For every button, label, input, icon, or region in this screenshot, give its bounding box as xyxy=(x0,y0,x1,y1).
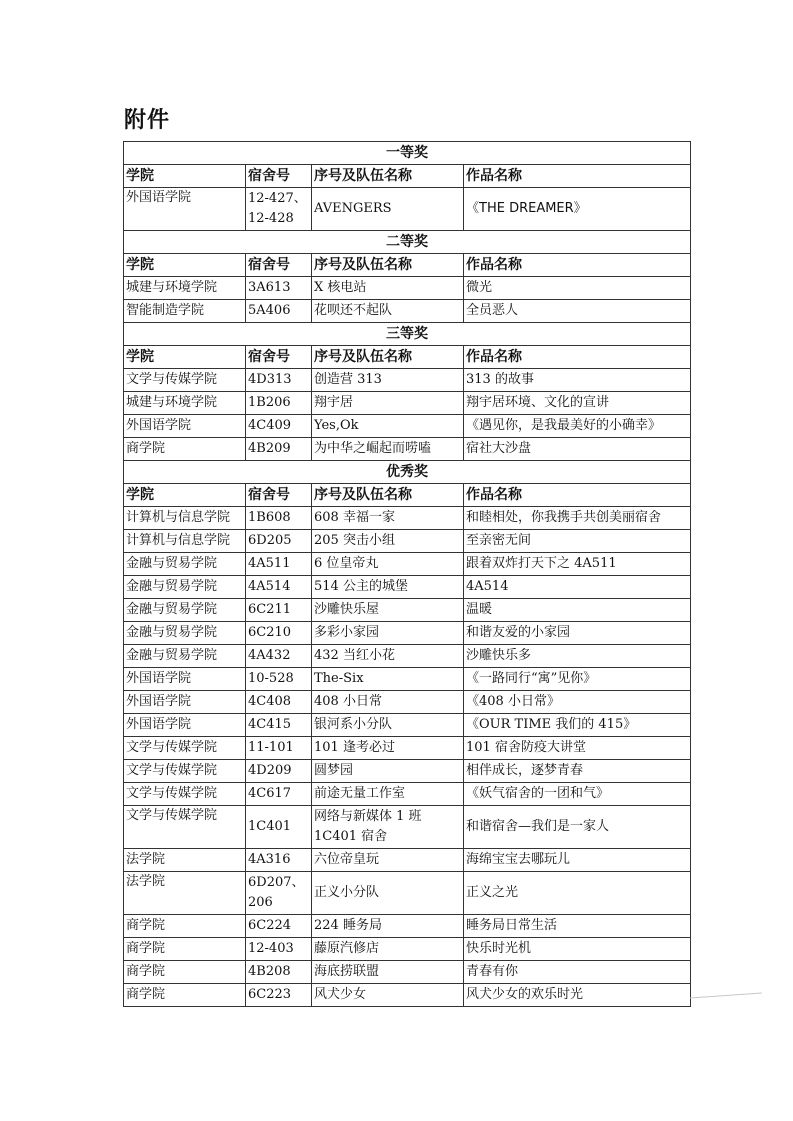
work-cell: 宿社大沙盘 xyxy=(464,438,691,461)
column-header: 学院 xyxy=(124,484,246,507)
dorm-cell: 3A613 xyxy=(246,277,312,300)
dorm-cell: 4C408 xyxy=(246,691,312,714)
pen-mark xyxy=(690,992,762,1000)
college-cell: 外国语学院 xyxy=(124,415,246,438)
college-cell: 金融与贸易学院 xyxy=(124,599,246,622)
award-level-title: 一等奖 xyxy=(124,142,691,165)
dorm-cell: 6C210 xyxy=(246,622,312,645)
table-row xyxy=(124,599,691,622)
column-header-row xyxy=(124,254,691,277)
work-cell: 《妖气宿舍的一团和气》 xyxy=(464,783,691,806)
dorm-cell: 1B206 xyxy=(246,392,312,415)
award-table xyxy=(123,141,691,1007)
award-level-title: 二等奖 xyxy=(124,231,691,254)
table-row xyxy=(124,392,691,415)
dorm-cell: 12-403 xyxy=(246,938,312,961)
work-cell: 翔宇居环境、文化的宣讲 xyxy=(464,392,691,415)
work-cell: 和睦相处，你我携手共创美丽宿舍 xyxy=(464,507,691,530)
dorm-cell: 6C223 xyxy=(246,984,312,1007)
dorm-cell: 4A316 xyxy=(246,849,312,872)
work-cell: 睡务局日常生活 xyxy=(464,915,691,938)
award-level-row xyxy=(124,461,691,484)
work-cell: 海绵宝宝去哪玩儿 xyxy=(464,849,691,872)
column-header: 宿舍号 xyxy=(246,484,312,507)
college-cell: 文学与传媒学院 xyxy=(124,783,246,806)
page-title: 附件 xyxy=(124,108,171,133)
team-cell: 圆梦园 xyxy=(312,760,464,783)
award-level-row xyxy=(124,231,691,254)
dorm-cell: 4C409 xyxy=(246,415,312,438)
table-row xyxy=(124,849,691,872)
team-cell: 网络与新媒体 1 班 1C401 宿舍 xyxy=(312,806,464,849)
dorm-cell: 4B209 xyxy=(246,438,312,461)
college-cell: 外国语学院 xyxy=(124,691,246,714)
college-cell: 外国语学院 xyxy=(124,714,246,737)
team-cell: 沙雕快乐屋 xyxy=(312,599,464,622)
table-row xyxy=(124,938,691,961)
work-cell: 《遇见你，是我最美好的小确幸》 xyxy=(464,415,691,438)
college-cell: 城建与环境学院 xyxy=(124,277,246,300)
team-cell: Yes,Ok xyxy=(312,415,464,438)
college-cell: 商学院 xyxy=(124,984,246,1007)
team-cell: 翔宇居 xyxy=(312,392,464,415)
team-cell: 花呗还不起队 xyxy=(312,300,464,323)
award-level-title: 三等奖 xyxy=(124,323,691,346)
table-row xyxy=(124,576,691,599)
table-row xyxy=(124,622,691,645)
team-cell: 海底捞联盟 xyxy=(312,961,464,984)
work-cell: 微光 xyxy=(464,277,691,300)
dorm-cell: 6D207、 206 xyxy=(246,872,312,915)
table-row xyxy=(124,507,691,530)
work-cell: 《一路同行“寓”见你》 xyxy=(464,668,691,691)
work-cell: 全员恶人 xyxy=(464,300,691,323)
work-cell: 313 的故事 xyxy=(464,369,691,392)
dorm-cell: 6C224 xyxy=(246,915,312,938)
dorm-cell: 4A432 xyxy=(246,645,312,668)
table-row xyxy=(124,783,691,806)
work-cell: 《OUR TIME 我们的 415》 xyxy=(464,714,691,737)
work-cell: 正义之光 xyxy=(464,872,691,915)
work-cell: 和谐宿舍—我们是一家人 xyxy=(464,806,691,849)
table-row xyxy=(124,300,691,323)
work-cell: 快乐时光机 xyxy=(464,938,691,961)
table-row xyxy=(124,760,691,783)
table-row xyxy=(124,188,691,231)
column-header: 宿舍号 xyxy=(246,165,312,188)
work-cell: 青春有你 xyxy=(464,961,691,984)
column-header: 序号及队伍名称 xyxy=(312,346,464,369)
dorm-cell: 1C401 xyxy=(246,806,312,849)
dorm-cell: 4C617 xyxy=(246,783,312,806)
work-cell: 101 宿舍防疫大讲堂 xyxy=(464,737,691,760)
column-header: 宿舍号 xyxy=(246,346,312,369)
work-cell: 跟着双炸打天下之 4A511 xyxy=(464,553,691,576)
team-cell: 藤原汽修店 xyxy=(312,938,464,961)
college-cell: 金融与贸易学院 xyxy=(124,645,246,668)
team-cell: 银河系小分队 xyxy=(312,714,464,737)
table-row xyxy=(124,369,691,392)
award-level-row xyxy=(124,142,691,165)
college-cell: 商学院 xyxy=(124,438,246,461)
work-cell: 《THE DREAMER》 xyxy=(464,188,691,231)
table-row xyxy=(124,737,691,760)
table-row xyxy=(124,645,691,668)
college-cell: 外国语学院 xyxy=(124,668,246,691)
college-cell: 城建与环境学院 xyxy=(124,392,246,415)
work-cell: 沙雕快乐多 xyxy=(464,645,691,668)
dorm-cell: 6D205 xyxy=(246,530,312,553)
award-level-row xyxy=(124,323,691,346)
dorm-cell: 4B208 xyxy=(246,961,312,984)
team-cell: 正义小分队 xyxy=(312,872,464,915)
team-cell: 101 逢考必过 xyxy=(312,737,464,760)
table-row xyxy=(124,438,691,461)
work-cell: 《408 小日常》 xyxy=(464,691,691,714)
team-cell: 408 小日常 xyxy=(312,691,464,714)
team-cell: 608 幸福一家 xyxy=(312,507,464,530)
team-cell: 多彩小家园 xyxy=(312,622,464,645)
college-cell: 文学与传媒学院 xyxy=(124,369,246,392)
dorm-cell: 4C415 xyxy=(246,714,312,737)
column-header: 作品名称 xyxy=(464,346,691,369)
team-cell: The-Six xyxy=(312,668,464,691)
work-cell: 和谐友爱的小家园 xyxy=(464,622,691,645)
dorm-cell: 5A406 xyxy=(246,300,312,323)
column-header-row xyxy=(124,484,691,507)
dorm-cell: 1B608 xyxy=(246,507,312,530)
table-row xyxy=(124,915,691,938)
dorm-cell: 4A514 xyxy=(246,576,312,599)
team-cell: 6 位皇帝丸 xyxy=(312,553,464,576)
dorm-cell: 4A511 xyxy=(246,553,312,576)
team-cell: 432 当红小花 xyxy=(312,645,464,668)
table-row xyxy=(124,277,691,300)
table-row xyxy=(124,415,691,438)
college-cell: 金融与贸易学院 xyxy=(124,576,246,599)
team-cell: 前途无量工作室 xyxy=(312,783,464,806)
college-cell: 计算机与信息学院 xyxy=(124,530,246,553)
table-row xyxy=(124,714,691,737)
column-header: 宿舍号 xyxy=(246,254,312,277)
award-level-title: 优秀奖 xyxy=(124,461,691,484)
table-row xyxy=(124,984,691,1007)
college-cell: 商学院 xyxy=(124,915,246,938)
college-cell: 文学与传媒学院 xyxy=(124,760,246,783)
work-cell: 温暖 xyxy=(464,599,691,622)
table-row xyxy=(124,530,691,553)
column-header-row xyxy=(124,165,691,188)
column-header: 作品名称 xyxy=(464,165,691,188)
dorm-cell: 4D313 xyxy=(246,369,312,392)
award-table-body xyxy=(124,142,691,1007)
column-header-row xyxy=(124,346,691,369)
column-header: 作品名称 xyxy=(464,254,691,277)
column-header: 序号及队伍名称 xyxy=(312,165,464,188)
table-row xyxy=(124,961,691,984)
dorm-cell: 11-101 xyxy=(246,737,312,760)
team-cell: 514 公主的城堡 xyxy=(312,576,464,599)
college-cell: 法学院 xyxy=(124,872,246,915)
column-header: 作品名称 xyxy=(464,484,691,507)
team-cell: 六位帝皇玩 xyxy=(312,849,464,872)
work-cell: 风犬少女的欢乐时光 xyxy=(464,984,691,1007)
dorm-cell: 4D209 xyxy=(246,760,312,783)
team-cell: X 核电站 xyxy=(312,277,464,300)
table-row xyxy=(124,691,691,714)
table-row xyxy=(124,668,691,691)
dorm-cell: 6C211 xyxy=(246,599,312,622)
college-cell: 法学院 xyxy=(124,849,246,872)
team-cell: 为中华之崛起而唠嗑 xyxy=(312,438,464,461)
college-cell: 商学院 xyxy=(124,961,246,984)
team-cell: 创造营 313 xyxy=(312,369,464,392)
column-header: 序号及队伍名称 xyxy=(312,254,464,277)
college-cell: 智能制造学院 xyxy=(124,300,246,323)
dorm-cell: 10-528 xyxy=(246,668,312,691)
table-row xyxy=(124,806,691,849)
college-cell: 商学院 xyxy=(124,938,246,961)
work-cell: 相伴成长，逐梦青春 xyxy=(464,760,691,783)
work-cell: 4A514 xyxy=(464,576,691,599)
dorm-cell: 12-427、 12-428 xyxy=(246,188,312,231)
column-header: 学院 xyxy=(124,254,246,277)
college-cell: 金融与贸易学院 xyxy=(124,622,246,645)
college-cell: 外国语学院 xyxy=(124,188,246,231)
work-cell: 至亲密无间 xyxy=(464,530,691,553)
column-header: 序号及队伍名称 xyxy=(312,484,464,507)
table-row xyxy=(124,553,691,576)
column-header: 学院 xyxy=(124,346,246,369)
college-cell: 计算机与信息学院 xyxy=(124,507,246,530)
table-row xyxy=(124,872,691,915)
team-cell: AVENGERS xyxy=(312,188,464,231)
college-cell: 金融与贸易学院 xyxy=(124,553,246,576)
team-cell: 风犬少女 xyxy=(312,984,464,1007)
college-cell: 文学与传媒学院 xyxy=(124,737,246,760)
team-cell: 224 睡务局 xyxy=(312,915,464,938)
college-cell: 文学与传媒学院 xyxy=(124,806,246,849)
column-header: 学院 xyxy=(124,165,246,188)
team-cell: 205 突击小组 xyxy=(312,530,464,553)
